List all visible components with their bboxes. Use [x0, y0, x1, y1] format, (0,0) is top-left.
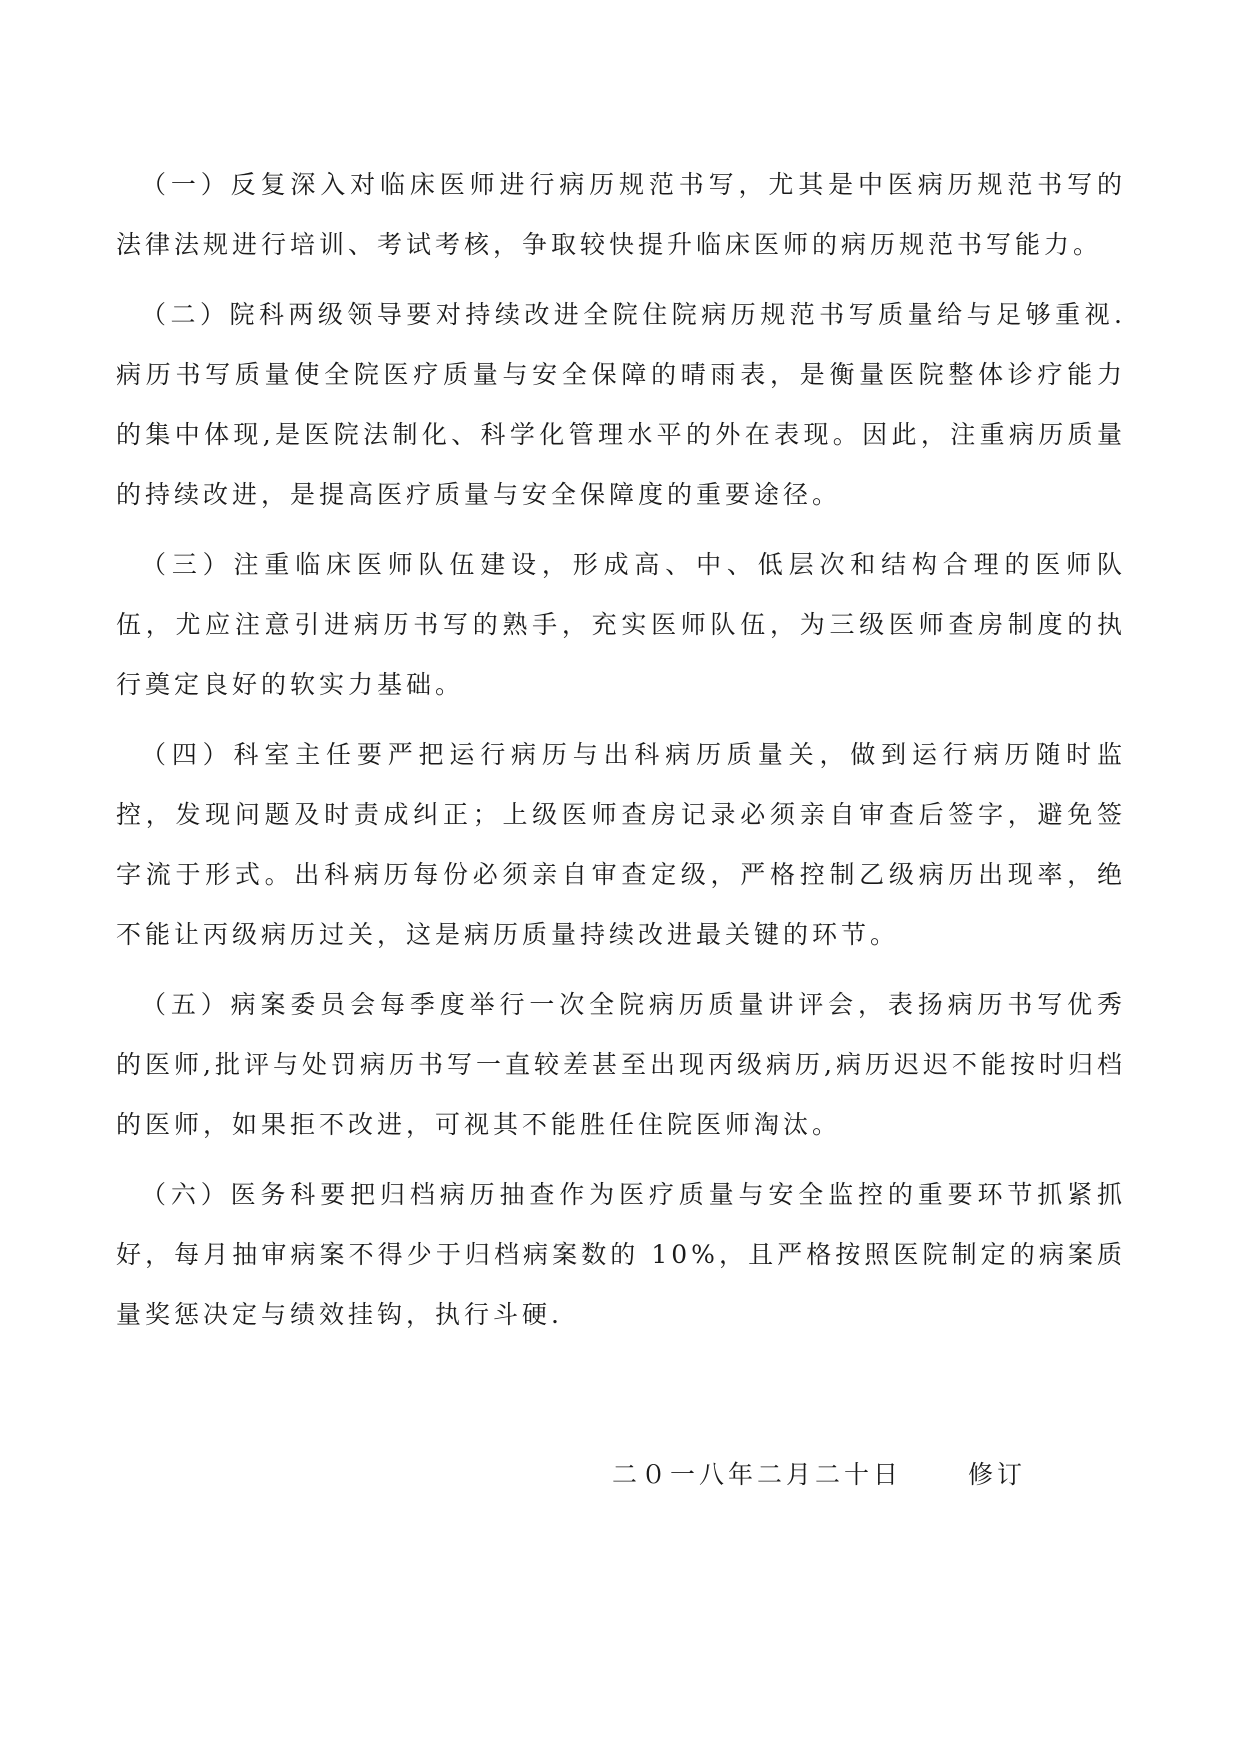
document-footer — [612, 1455, 1026, 1495]
document-body — [116, 155, 1126, 1355]
paragraph-2: （二）院科两级领导要对持续改进全院住院病历规范书写质量给与足够重视.病历书写质量使全院医疗质量与安全保障的晴雨表，是衡量医院整体诊疗能力的集中体现,是医院法制化、科学化管理水平的外在表现。因此，注重病历质量的持续改进，是提高医疗质量与安全保障度的重要途径。 — [116, 300, 1126, 509]
revision-note: 修订 — [967, 1460, 1026, 1489]
revision-date: 二０一八年二月二十日 — [612, 1460, 903, 1489]
paragraph-5: （五）病案委员会每季度举行一次全院病历质量讲评会，表扬病历书写优秀的医师,批评与处罚病历书写一直较差甚至出现丙级病历,病历迟迟不能按时归档的医师，如果拒不改进，可视其不能胜任住院医师淘汰。 — [116, 990, 1126, 1139]
paragraph-4: （四）科室主任要严把运行病历与出科病历质量关，做到运行病历随时监控，发现问题及时责成纠正；上级医师查房记录必须亲自审查后签字，避免签字流于形式。出科病历每份必须亲自审查定级，严格控制乙级病历出现率，绝不能让丙级病历过关，这是病历质量持续改进最关键的环节。 — [116, 740, 1126, 949]
paragraph-6: （六）医务科要把归档病历抽查作为医疗质量与安全监控的重要环节抓紧抓好，每月抽审病案不得少于归档病案数的 10%，且严格按照医院制定的病案质量奖惩决定与绩效挂钩，执行斗硬. — [116, 1180, 1126, 1329]
paragraph-1: （一）反复深入对临床医师进行病历规范书写，尤其是中医病历规范书写的法律法规进行培训、考试考核，争取较快提升临床医师的病历规范书写能力。 — [116, 170, 1126, 259]
paragraph-3: （三）注重临床医师队伍建设，形成高、中、低层次和结构合理的医师队伍，尤应注意引进病历书写的熟手，充实医师队伍，为三级医师查房制度的执行奠定良好的软实力基础。 — [116, 550, 1126, 699]
